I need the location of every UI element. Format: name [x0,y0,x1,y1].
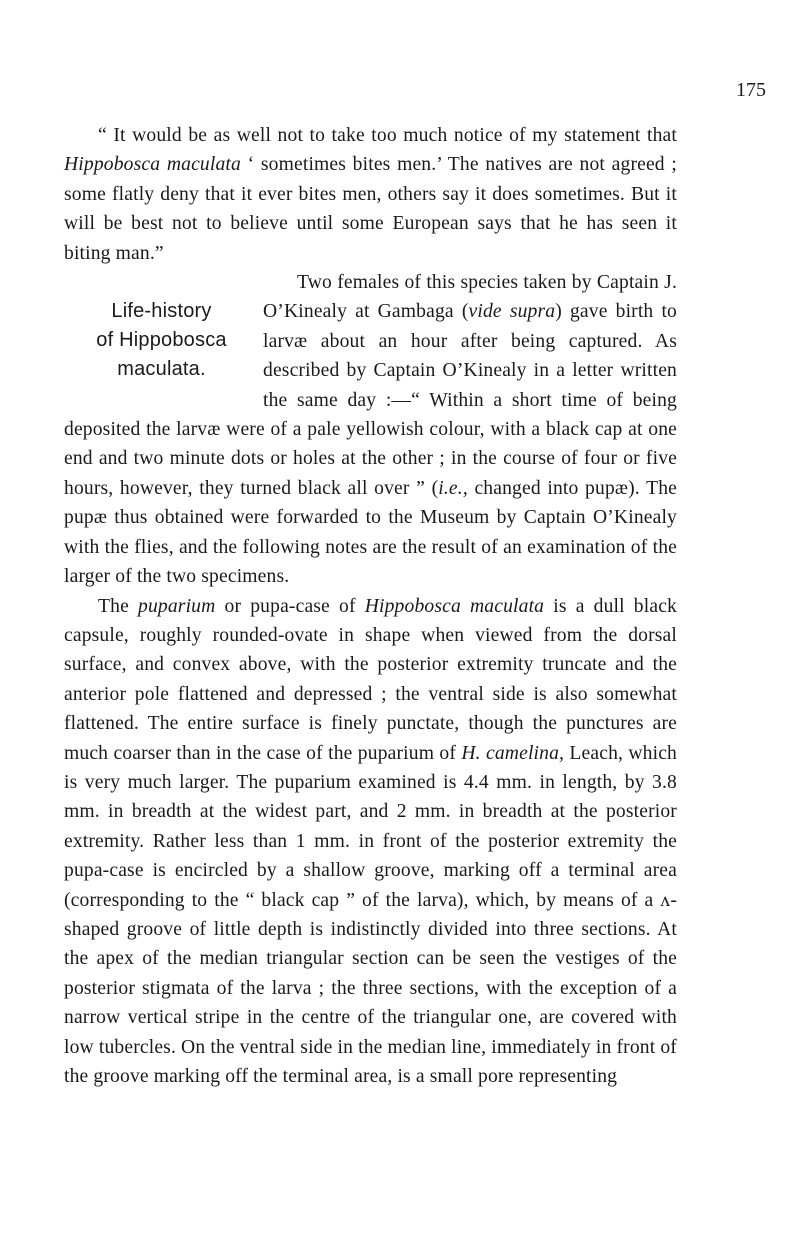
margin-note [60,297,263,415]
paragraph-puparium [64,592,677,1092]
margin-note-line: of Hippobosca [96,329,227,352]
term: puparium [138,595,216,617]
text-run: Leach, which is very much larger. The puparium examined is 4.4 mm. in length, by 3.8 mm. in breadth at the widest part, and 2 mm. in breadth at the posterior extremity. Rather less than 1 mm. in front of the posterior extremity the pupa-case is encircled by a shallow groove, marking off a terminal area (corresponding to the “ black cap ” of the larva), which, by means of a ʌ-shaped groove of little depth is indistinctly divided into three sections. At the apex of the median triangular section can be seen the vestiges of the posterior stigmata of the larva ; the three sections, with the exception of a narrow vertical stripe in the centre of the triangular one, are covered with low tubercles. On the ventral side in the median line, immediately in front of the groove marking off the terminal area, is a small pore representing [64,742,678,1087]
text-run: ) gave birth to larvæ about an hour after being captured. As described by Captain O’Kinealy in a letter written the same day :—“ Within a short time of being deposited the larvæ were of a pale yellowish colour, with a black cap at one end and two minute dots or holes at the other ; in the course of four or five hours, however, they turned black all over ” ( [64,301,677,499]
margin-note-text [60,297,263,384]
species-name: Hippobosca maculata [364,595,545,617]
latin-abbrev: i.e., [438,477,468,499]
page-number: 175 [736,79,766,101]
text-run: Two females of this species taken by Captain J. O’Kinealy at Gambaga ( [263,272,677,323]
margin-note-line: maculata. [117,358,206,381]
text-run: is a dull black capsule, roughly rounded-ovate in shape when viewed from the dorsal surface, and convex above, with the posterior extremity truncate and the anterior pole flattened and depressed ; the ventral side is also somewhat flattened. The entire surface is finely punctate, though the punctures are much coarser than in the case of the puparium of [64,595,677,764]
text-run: “ It would be as well not to take too much notice of my statement that [98,125,677,146]
margin-note-line: Life-history [111,300,212,323]
latin-phrase: vide supra [468,301,556,323]
species-name: H. camelina, [461,742,565,764]
text-run: changed into pupæ). The pupæ thus obtained were forwarded to the Museum by Captain O’Kinealy with the flies, and the following notes are the result of an examination of the larger of the two specimens. [64,477,677,588]
paragraph-quote [64,121,677,268]
text-run: The [98,595,139,617]
text-run: or pupa-case of [215,595,365,617]
species-name: Hippobosca maculata [64,154,241,176]
body-text [64,121,677,1091]
text-run: ‘ sometimes bites men.’ The natives are not agreed ; some flatly deny that it ever bites men, others say it does sometimes. But it will be best not to believe until some European says that he has seen it biting man.” [64,154,677,264]
